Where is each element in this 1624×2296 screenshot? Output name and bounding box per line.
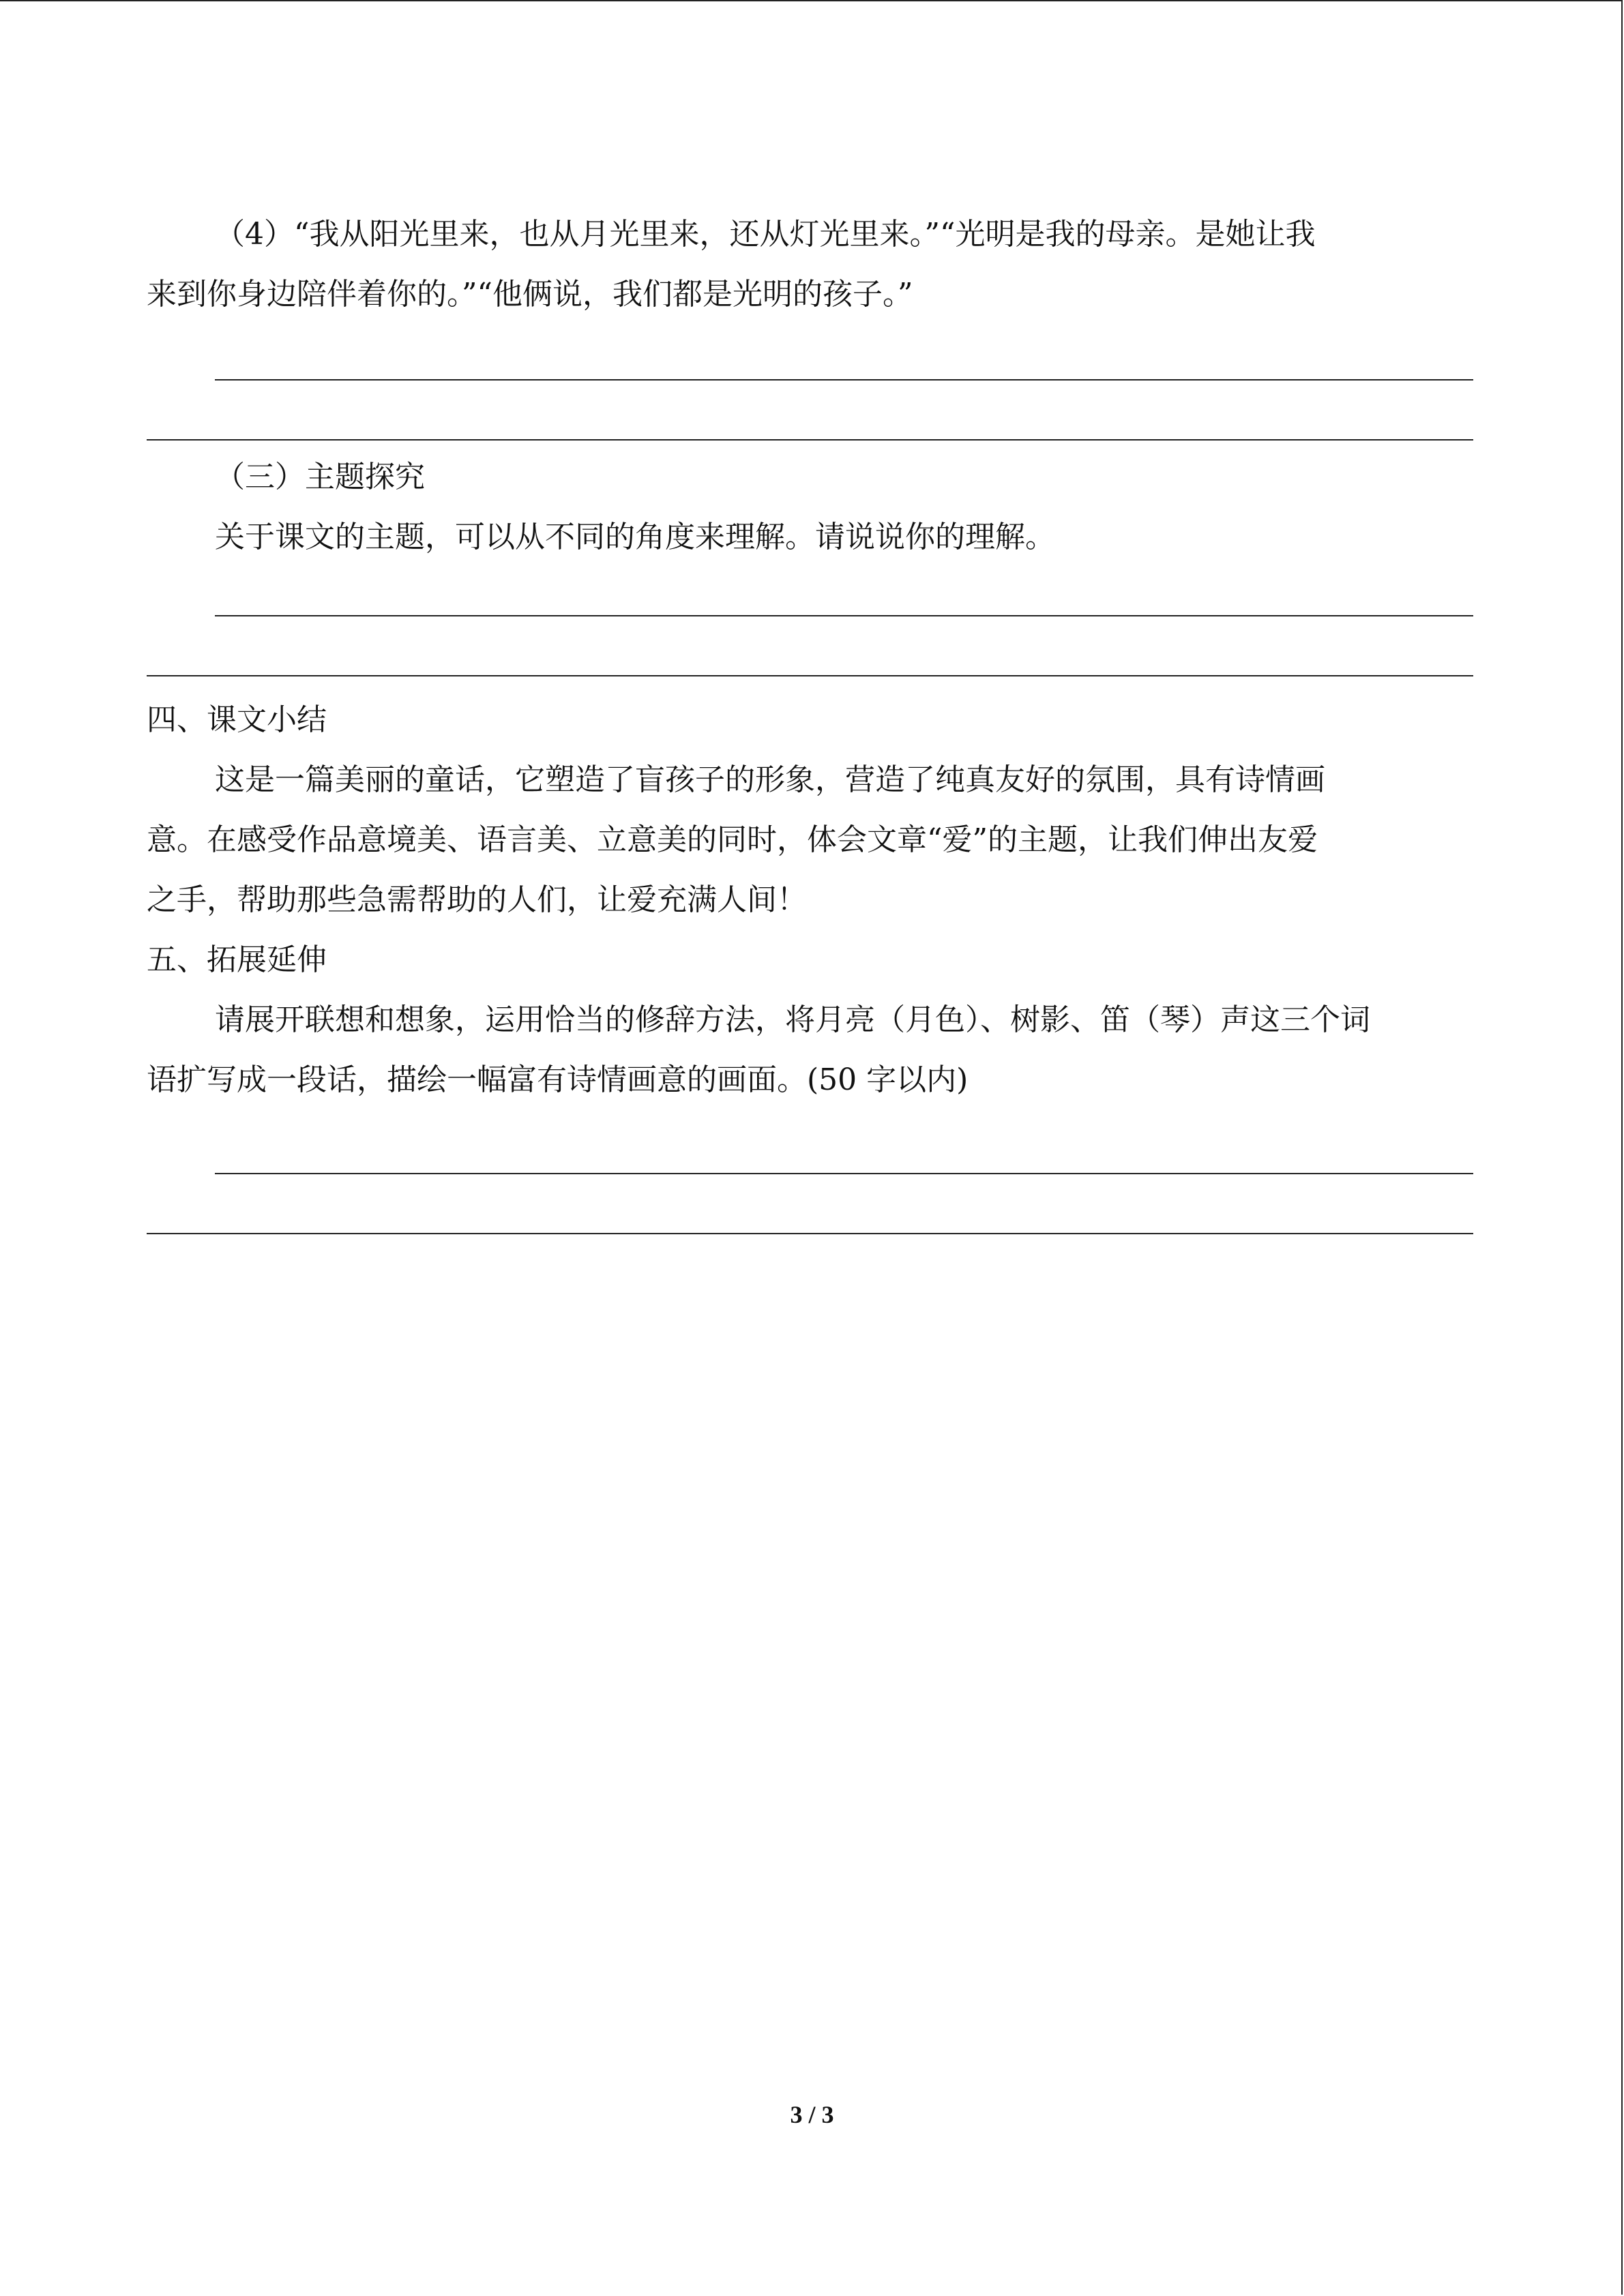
question-4-line-2: 来到你身边陪伴着你的。”“他俩说，我们都是光明的孩子。”	[147, 277, 913, 312]
summary-line-1: 这是一篇美丽的童话，它塑造了盲孩子的形象，营造了纯真友好的氛围，具有诗情画	[215, 762, 1325, 797]
section-heading: 四、课文小结	[147, 702, 327, 737]
answer-line[interactable]	[147, 675, 1473, 676]
extension-block	[147, 930, 1473, 1234]
theme-inquiry-block	[147, 447, 1473, 676]
worksheet-content	[147, 205, 1473, 1234]
question-4-block	[147, 205, 1473, 441]
answer-line[interactable]	[147, 439, 1473, 441]
summary-line-3: 之手，帮助那些急需帮助的人们，让爱充满人间！	[147, 882, 807, 917]
answer-line[interactable]	[147, 1233, 1473, 1234]
summary-block	[147, 690, 1473, 930]
extension-line-2: 语扩写成一段话，描绘一幅富有诗情画意的画面。(50 字以内)	[147, 1062, 969, 1097]
page-number: 3 / 3	[790, 2101, 834, 2128]
extension-line-1: 请展开联想和想象，运用恰当的修辞方法，将月亮（月色）、树影、笛（琴）声这三个词	[215, 1002, 1370, 1037]
summary-line-2: 意。在感受作品意境美、语言美、立意美的同时，体会文章“爱”的主题，让我们伸出友爱	[147, 822, 1318, 857]
question-prompt: 关于课文的主题，可以从不同的角度来理解。请说说你的理解。	[215, 520, 1055, 554]
section-heading: 五、拓展延伸	[147, 942, 327, 977]
section-heading: （三）主题探究	[215, 460, 425, 494]
question-4-line-1: （4）“我从阳光里来，也从月光里来，还从灯光里来。”“光明是我的母亲。是她让我	[215, 217, 1316, 252]
